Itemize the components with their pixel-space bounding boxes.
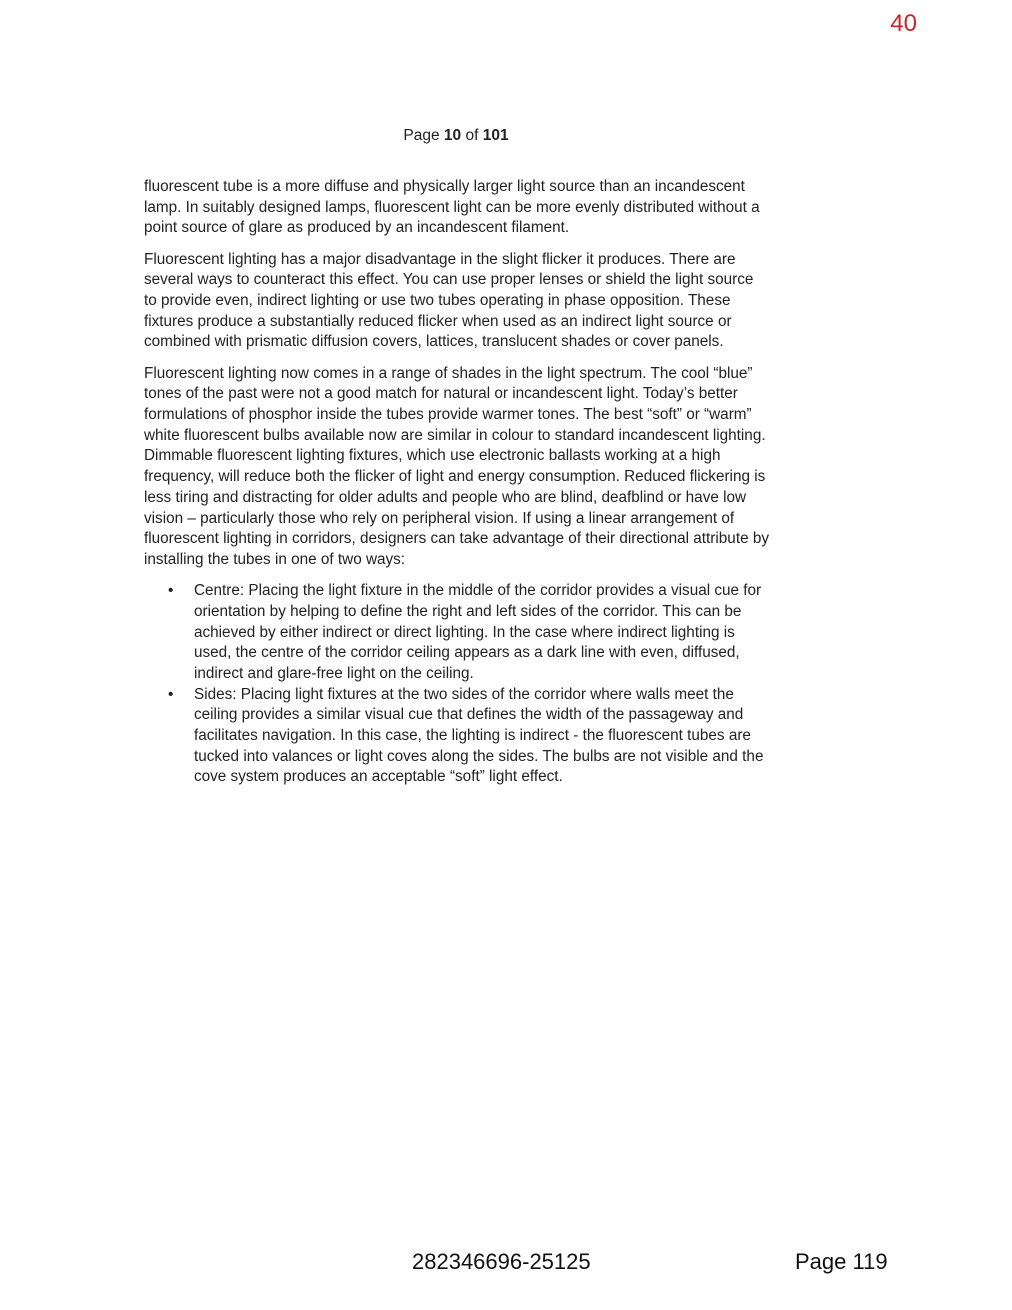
page-header-prefix: Page (403, 127, 444, 144)
page-header-total: 101 (482, 127, 509, 144)
bullet-item (168, 685, 770, 789)
bullet-text: Sides: Placing light fixtures at the two sides of the corridor where walls meet the ceiling provides a similar visual cue that defines the width of the passageway and facilitates navigation. In this case, the lighting is indirect - the fluorescent tubes are tucked into valances or light coves along the sides. The bulbs are not visible and the cove system produces an acceptable “soft” light effect. (194, 685, 764, 786)
bullet-icon: • (168, 582, 174, 600)
page-header-current: 10 (443, 127, 462, 144)
footer-page-number: Page 119 (795, 1249, 888, 1274)
bullet-list (144, 581, 770, 788)
page-stamp-number: 40 (890, 10, 917, 37)
page-header-of: of (461, 127, 483, 144)
paragraph: Fluorescent lighting has a major disadvantage in the slight flicker it produces. There are several ways to counteract this effect. You can use proper lenses or shield the light source to provide even, indirect lighting or use two tubes operating in phase opposition. These fixtures produce a substantially reduced flicker when used as an indirect light source or combined with prismatic diffusion covers, lattices, translucent shades or cover panels. (144, 250, 754, 351)
page-header (0, 127, 912, 145)
bullet-text: Centre: Placing the light fixture in the middle of the corridor provides a visual cue for orientation by helping to define the right and left sides of the corridor. This can be achieved by either indirect or direct lighting. In the case where indirect lighting is used, the centre of the corridor ceiling appears as a dark line with even, diffused, indirect and glare-free light on the ceiling. (194, 582, 762, 682)
paragraph: fluorescent tube is a more diffuse and physically larger light source than an incandescent lamp. In suitably designed lamps, fluorescent light can be more evenly distributed without a point source of glare as produced by an incandescent filament. (144, 178, 760, 237)
document-body (144, 177, 770, 788)
paragraph: Fluorescent lighting now comes in a range of shades in the light spectrum. The cool “blue” tones of the past were not a good match for natural or incandescent light. Today’s better formulations of phosphor inside the tubes provide warmer tones. The best “soft” or “warm” white fluorescent bulbs available now are similar in colour to standard incandescent lighting. Dimmable fluorescent lighting fixtures, which use electronic ballasts working at a high frequency, will reduce both the flicker of light and energy consumption. Reduced flickering is less tiring and distracting for older adults and people who are blind, deafblind or have low vision – particularly those who rely on peripheral vision. If using a linear arrangement of fluorescent lighting in corridors, designers can take advantage of their directional attribute by installing the tubes in one of two ways: (144, 364, 769, 568)
footer-document-code: 282346696-25125 (412, 1249, 591, 1274)
bullet-item (168, 581, 770, 685)
bullet-icon: • (168, 685, 174, 703)
